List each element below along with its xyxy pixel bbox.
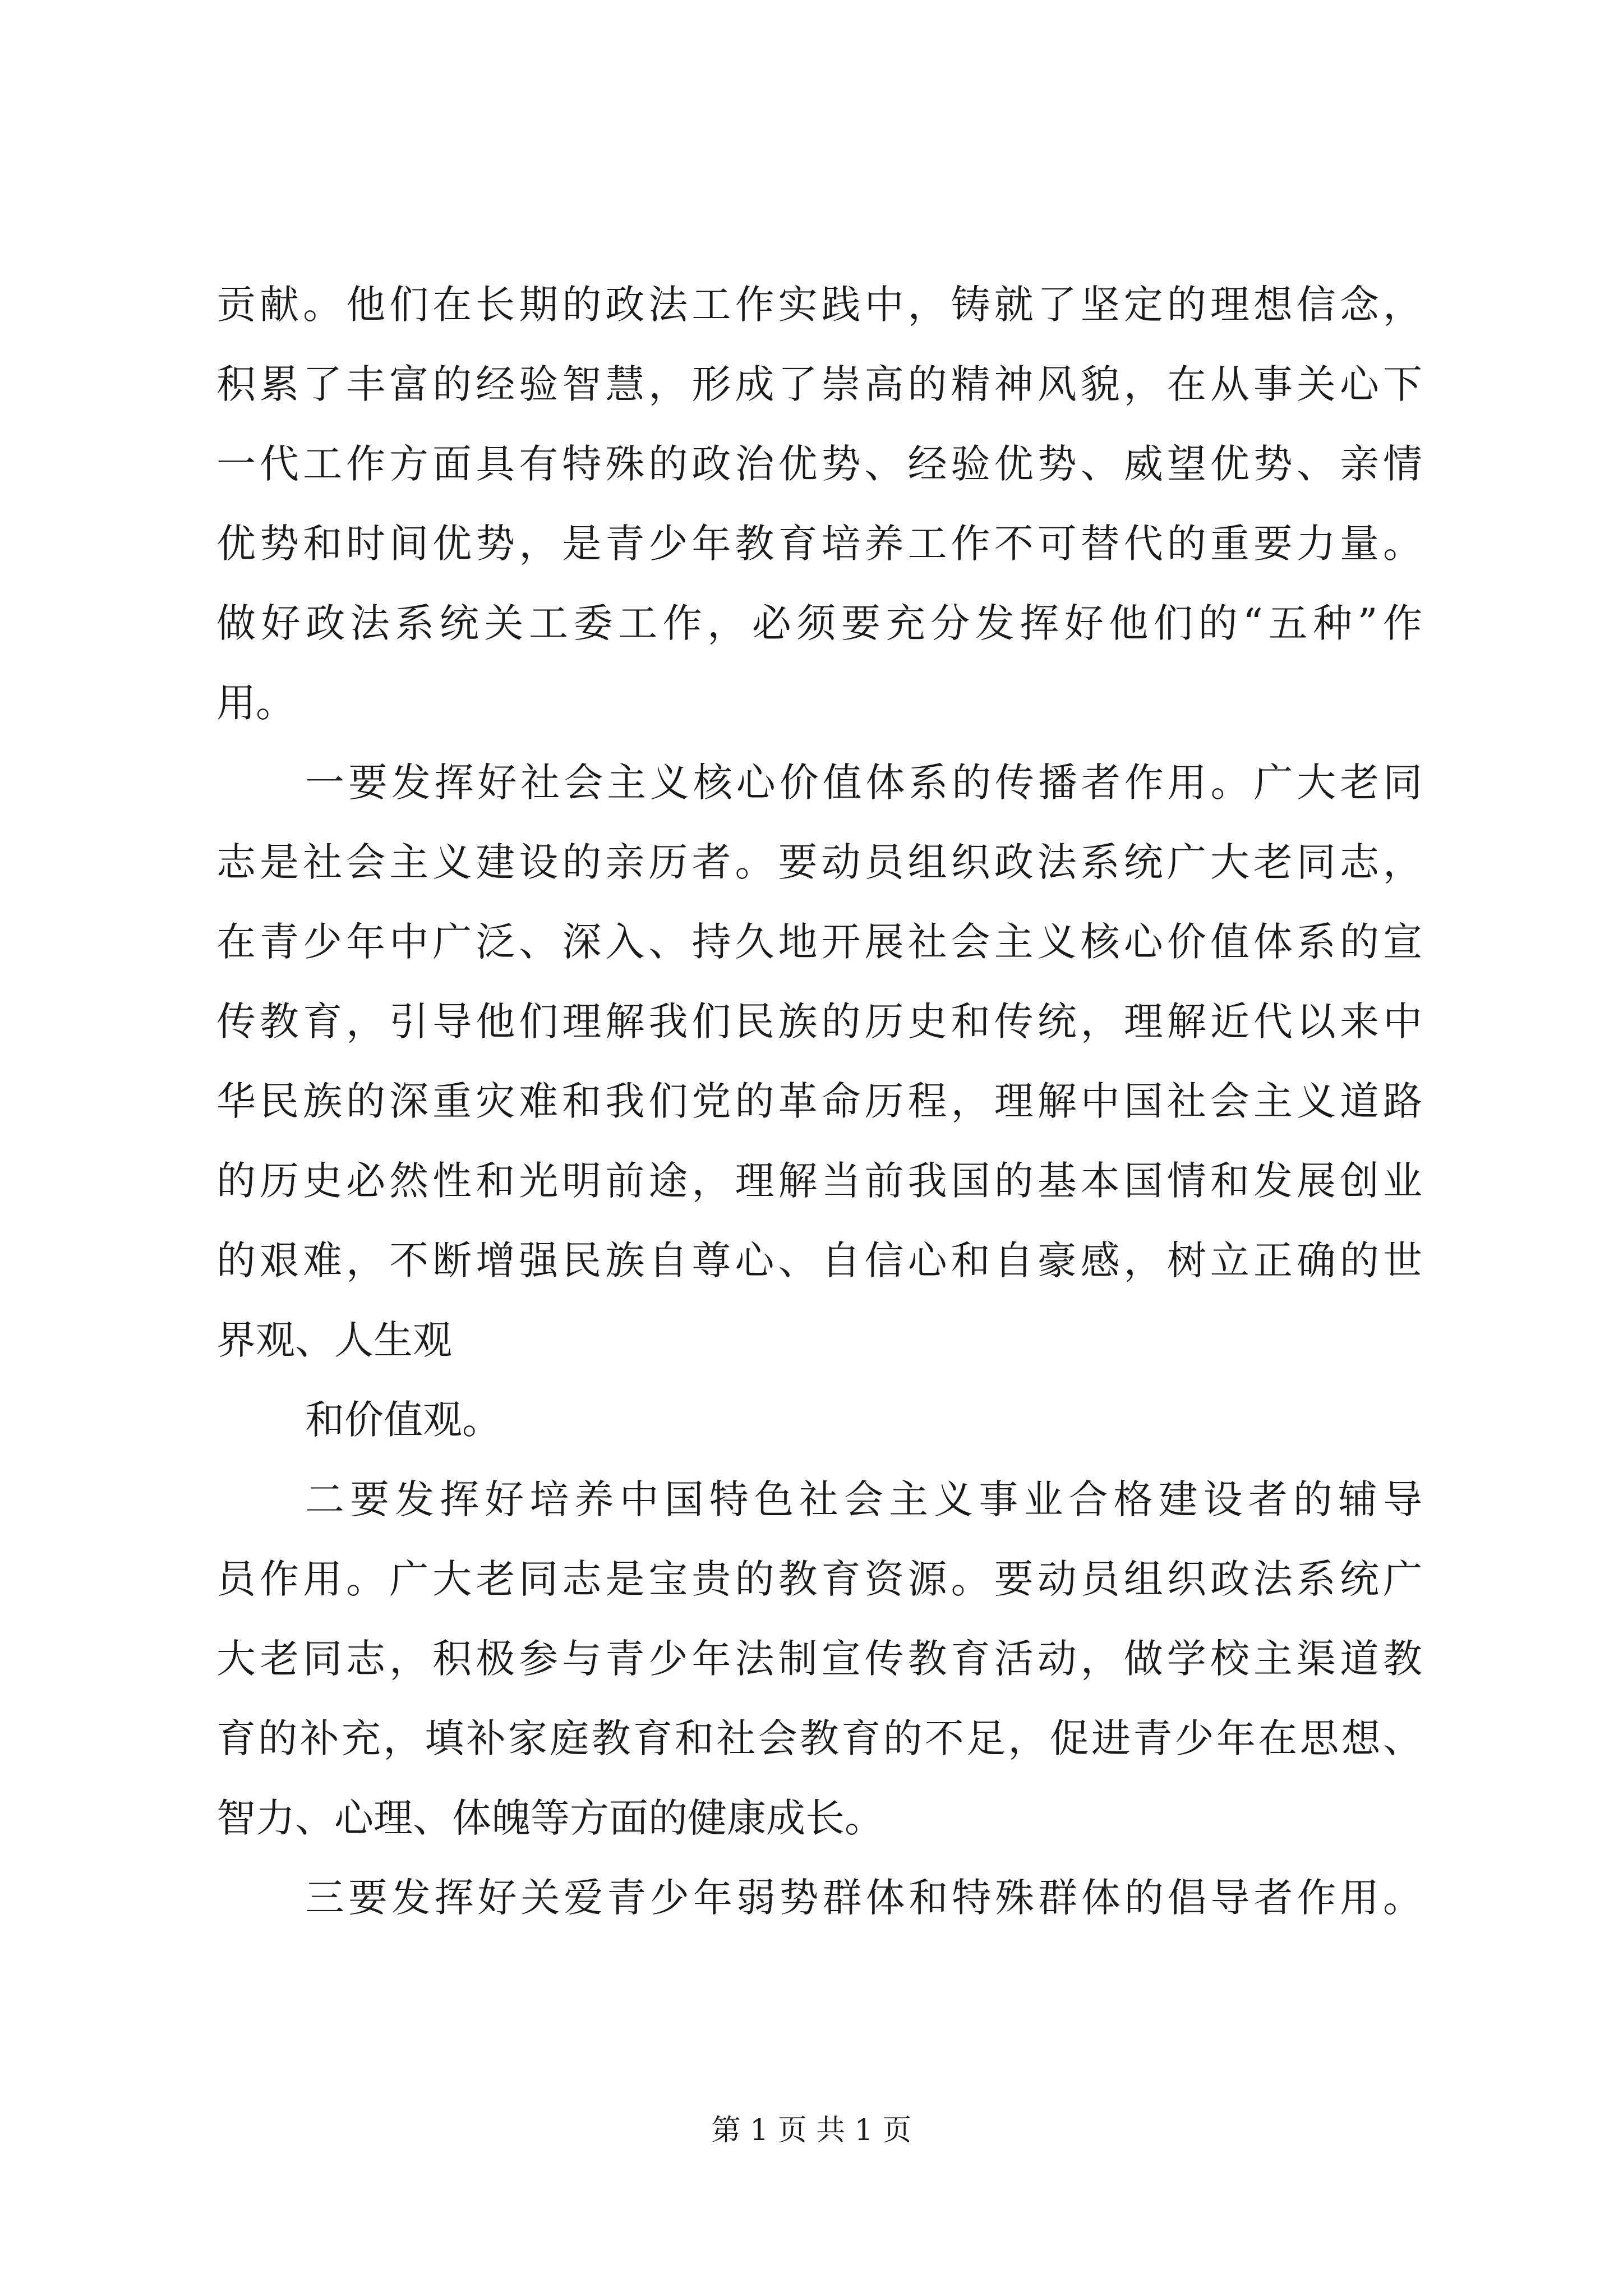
text-line: 积累了丰富的经验智慧，形成了崇高的精神风貌，在从事关心下 bbox=[216, 361, 1422, 407]
document-body bbox=[216, 265, 1422, 1938]
text-line: 优势和时间优势，是青少年教育培养工作不可替代的重要力量。 bbox=[216, 521, 1422, 567]
text-line: 用。 bbox=[216, 680, 295, 726]
text-line: 界观、人生观 bbox=[216, 1317, 452, 1363]
text-line: 三要发挥好关爱青少年弱势群体和特殊群体的倡导者作用。 bbox=[305, 1875, 1422, 1921]
text-line: 传教育，引导他们理解我们民族的历史和传统，理解近代以来中 bbox=[216, 999, 1422, 1045]
text-line: 华民族的深重灾难和我们党的革命历程，理解中国社会主义道路 bbox=[216, 1078, 1422, 1124]
text-line: 一要发挥好社会主义核心价值体系的传播者作用。广大老同 bbox=[305, 760, 1422, 806]
text-line: 做好政法系统关工委工作，必须要充分发挥好他们的“五种”作 bbox=[216, 600, 1422, 646]
text-line: 智力、心理、体魄等方面的健康成长。 bbox=[216, 1795, 884, 1841]
text-line: 和价值观。 bbox=[305, 1397, 501, 1443]
text-line: 育的补充，填补家庭教育和社会教育的不足，促进青少年在思想、 bbox=[216, 1715, 1422, 1761]
text-line: 贡献。他们在长期的政法工作实践中，铸就了坚定的理想信念， bbox=[216, 282, 1422, 328]
text-line: 的历史必然性和光明前途，理解当前我国的基本国情和发展创业 bbox=[216, 1158, 1422, 1204]
text-line: 的艰难，不断增强民族自尊心、自信心和自豪感，树立正确的世 bbox=[216, 1237, 1422, 1283]
page-footer: 第 1 页 共 1 页 bbox=[711, 2114, 912, 2147]
text-line: 在青少年中广泛、深入、持久地开展社会主义核心价值体系的宣 bbox=[216, 919, 1422, 965]
text-line: 员作用。广大老同志是宝贵的教育资源。要动员组织政法系统广 bbox=[216, 1556, 1422, 1602]
text-line: 志是社会主义建设的亲历者。要动员组织政法系统广大老同志， bbox=[216, 839, 1422, 885]
text-line: 一代工作方面具有特殊的政治优势、经验优势、威望优势、亲情 bbox=[216, 441, 1422, 487]
text-line: 二要发挥好培养中国特色社会主义事业合格建设者的辅导 bbox=[305, 1476, 1422, 1522]
text-line: 大老同志，积极参与青少年法制宣传教育活动，做学校主渠道教 bbox=[216, 1636, 1422, 1682]
